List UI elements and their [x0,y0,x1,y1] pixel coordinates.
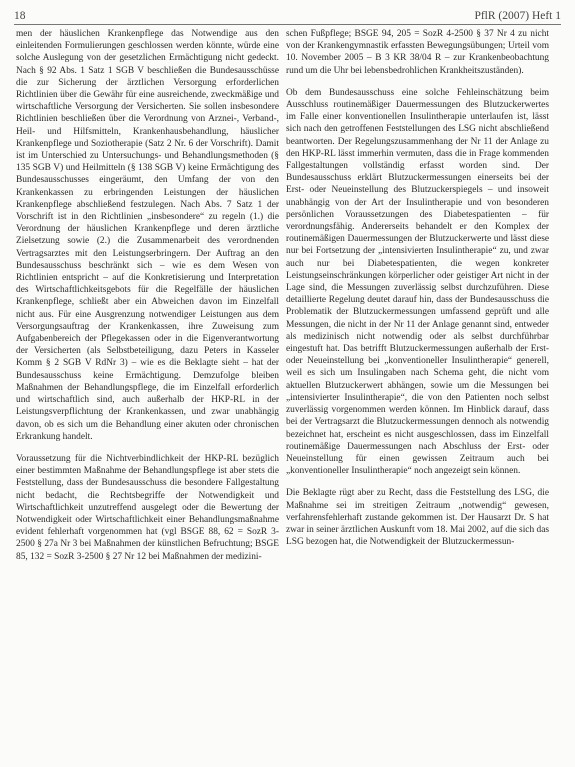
paragraph: Voraussetzung für die Nichtverbindlichkeit der HKP-RL bezüglich einer bestimmten Maßnahme der Behandlungspflege ist aber stets die Feststellung, dass der Bundesausschuss die besondere Fallgestaltung nicht bedacht, die Rechtsbegriffe der Notwendigkeit und Wirtschaftlichkeit unzutreffend ausgelegt oder die Bewertung der Notwendigkeit oder Wirtschaftlichkeit einer Behandlungsmaßnahme evident fehlerhaft vorgenommen hat (vgl BSGE 88, 62 = SozR 3-2500 § 27a Nr 3 bei Maßnahmen der künstlichen Befruchtung; BSGE 85, 132 = SozR 3-2500 § 27 Nr 12 bei Maßnahmen der medizini- [16,453,279,562]
paragraph: Die Beklagte rügt aber zu Recht, dass die Feststellung des LSG, die Maßnahme sei im streitigen Zeitraum „notwendig“ gewesen, verfahrensfehlerhaft zustande gekommen ist. Der Hausarzt Dr. S hat zwar in seiner ärztlichen Auskunft vom 18. Mai 2002, auf die sich das LSG bezogen hat, die Notwendigkeit der Blutzuckermessun- [286,488,549,548]
page-header [14,4,561,25]
page-number: 18 [14,10,26,22]
paragraph: Ob dem Bundesausschuss eine solche Fehleinschätzung beim Ausschluss routinemäßiger Dauermessungen des Blutzuckerwertes im Falle einer konventionellen Insulintherapie unterlaufen ist, lässt sich nach den getroffenen Feststellungen des LSG nicht abschließend beantworten. Der Regelungszusammenhang der Nr 11 der Anlage zu den HKP-RL lässt immerhin vermuten, dass die in Frage kommenden Fallgestaltungen vollständig erfasst worden sind. Der Bundesausschuss erklärt Blutzuckermessungen einerseits bei der Erst- oder Neueinstellung des Blutzuckerspiegels – und insoweit unabhängig von der Art der Insulintherapie und von besonderen persönlichen Voraussetzungen des Diabetespatienten – für verordnungsfähig. Andererseits behandelt er den Komplex der routinemäßigen Dauermessungen der Blutzuckerwerte und lässt diese nur bei Fortsetzung der „intensivierten Insulintherapie“ zu, und zwar auch nur bei Diabetespatienten, die wegen konkreter Leistungseinschränkungen körperlicher oder geistiger Art nicht in der Lage sind, die Messungen zuverlässig selbst durchzuführen. Diese detaillierte Regelung deutet darauf hin, dass der Bundesausschuss die Problematik der Blutzuckermessungen umfassend geprüft und alle Messungen, die nicht in der Nr 11 der Anlage genannt sind, entweder als medizinisch nicht notwendig oder als selbst durchführbar eingestuft hat. Das betrifft Blutzuckermessungen außerhalb der Erst- oder Neueinstellung bei „konventioneller Insulintherapie“ generell, weil es sich um Insulingaben nach Schema geht, die nicht vom aktuellen Blutzuckerwert abhängen, sowie um die Messungen bei „intensivierter Insulintherapie“, die von den Patienten noch selbst zuverlässig vorgenommen werden können. Im Hinblick darauf, dass bei der Vertragsarzt die Blutzuckermessungen dennoch als notwendig bezeichnet hat, erscheint es nicht ausgeschlossen, dass im Einzelfall routinemäßige Dauermessungen nach Abschluss der Erst- oder Neueinstellung für einen gewissen Zeitraum auch bei „konventioneller Insulintherapie“ noch angezeigt sein können. [286,87,549,477]
left-column [16,28,279,763]
journal-reference: PflR (2007) Heft 1 [474,10,561,22]
paragraph: men der häuslichen Krankenpflege das Notwendige aus den einleitenden Formulierungen geschlossen werden könnte, würde eine solche Auslegung von der gesetzlichen Ermächtigung nicht gedeckt. Nach § 92 Abs. 1 Satz 1 SGB V beschließen die Bundesausschüsse die zur Sicherung der ärztlichen Versorgung erforderlichen Richtlinien über die Gewähr für eine ausreichende, zweckmäßige und wirtschaftliche Versorgung der Versicherten. Sie sollen insbesondere Richtlinien beschließen über die Verordnung von Arznei-, Verband-, Heil- und Hilfsmitteln, Krankenhausbehandlung, häuslicher Krankenpflege und Soziotherapie (Satz 2 Nr. 6 der Vorschrift). Damit ist im Unterschied zu Untersuchungs- und Behandlungsmethoden (§ 135 SGB V) und Heilmitteln (§ 138 SGB V) keine Ermächtigung des Bundesausschusses eingeräumt, den Umfang der von den Krankenkassen zu erbringenden Leistungen der häuslichen Krankenpflege abschließend festzulegen. Nach Abs. 7 Satz 1 der Vorschrift ist in den Richtlinien „insbesondere“ zu regeln (1.) die Verordnung der häuslichen Krankenpflege und deren ärztliche Zielsetzung sowie (2.) die Zusammenarbeit des verordnenden Vertragsarztes mit den Leistungserbringern. Der Auftrag an den Bundesausschuss beschränkt sich – wie es dem Wesen von Richtlinien entspricht – auf die Konkretisierung und Interpretation des Wirtschaftlichkeitsgebots für die Regelfälle der häuslichen Krankenpflege, schließt aber ein Abweichen davon im Einzelfall nicht aus. Für eine Ausgrenzung notwendiger Leistungen aus dem Versorgungsauftrag der Krankenkassen, ihre Zuweisung zum Aufgabenbereich der Pflegekassen oder in die Eigenverantwortung der Versicherten (als Selbstbeteiligung, dazu Peters in Kasseler Komm § 2 SGB V RdNr 3) – wie es die Beklagte sieht – hat der Bundesausschuss keine Ermächtigung. Demzufolge bleiben Maßnahmen der Behandlungspflege, die im Einzelfall erforderlich und wirtschaftlich sind, auch außerhalb der HKP-RL in der Leistungsverpflichtung der Krankenkassen, und zwar unabhängig davon, ob es sich um die Behandlung einer akuten oder chronischen Erkrankung handelt. [16,29,279,442]
right-column [286,28,549,763]
paragraph: schen Fußpflege; BSGE 94, 205 = SozR 4-2500 § 37 Nr 4 zu nicht von der Krankengymnastik erfassten Bewegungsübungen; Urteil vom 10. November 2005 – B 3 KR 38/04 R – zur Krankenbeobachtung rund um die Uhr bei lebensbedrohlichen Krankheitszuständen). [286,29,549,76]
